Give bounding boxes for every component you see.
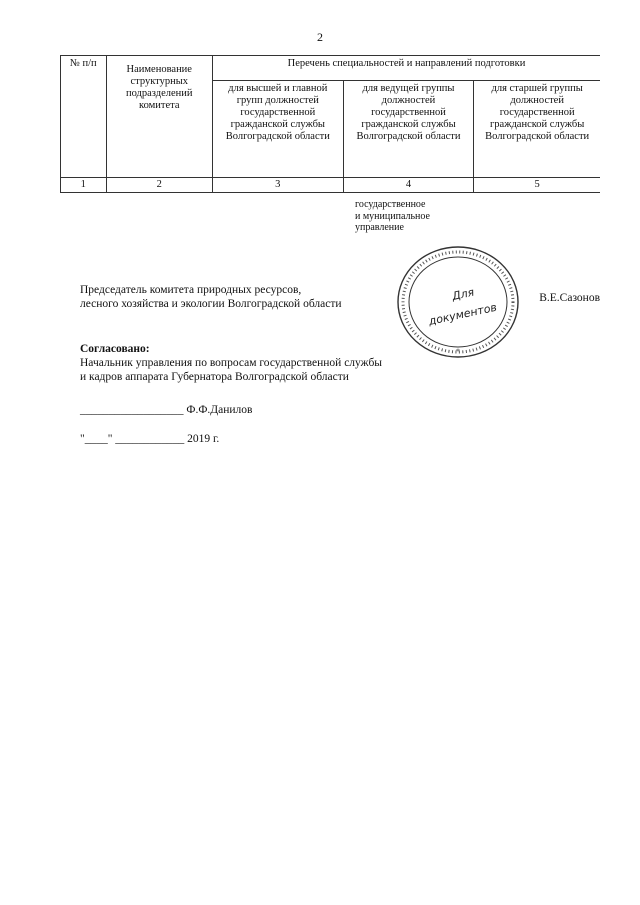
header-num: № п/п xyxy=(61,56,107,178)
continuation-line: и муниципальное xyxy=(355,210,430,222)
approval-line-2: и кадров аппарата Губернатора Волгоградской области xyxy=(80,370,349,383)
svg-text:*: * xyxy=(456,347,460,356)
col-number-1: 1 xyxy=(61,178,107,193)
chairman-line-2: лесного хозяйства и экологии Волгоградской области xyxy=(80,297,342,310)
approval-line-1: Начальник управления по вопросам государственной службы xyxy=(80,356,383,369)
chairman-line-1: Председатель комитета природных ресурсов, xyxy=(80,284,302,296)
col-number-5: 5 xyxy=(474,178,600,193)
col-number-4: 4 xyxy=(343,178,474,193)
approval-heading: Согласовано: xyxy=(80,343,150,355)
stamp-word-2: документов xyxy=(427,300,499,328)
col-number-3: 3 xyxy=(212,178,343,193)
stamp-word-1: Для xyxy=(450,285,476,303)
signature-line: __________________ Ф.Ф.Данилов xyxy=(80,404,253,416)
header-leading-group: для ведущей группы должностей государственной гражданской службы Волгоградской области xyxy=(343,81,474,178)
chairman-title xyxy=(80,284,342,312)
official-stamp xyxy=(393,242,523,367)
chairman-name: В.Е.Сазонов xyxy=(539,292,600,304)
header-highest-group: для высшей и главной групп должностей государственной гражданской службы Волгоградской области xyxy=(212,81,343,178)
stamp-icon xyxy=(393,242,523,362)
header-specialties: Перечень специальностей и направлений подготовки xyxy=(212,56,600,81)
specialties-table xyxy=(60,55,600,193)
continuation-text xyxy=(355,199,430,234)
continuation-line: государственное xyxy=(355,199,426,210)
page-number: 2 xyxy=(317,30,323,44)
approval-block xyxy=(80,343,382,384)
date-line: "____" ____________ 2019 г. xyxy=(80,433,220,445)
continuation-line: управление xyxy=(355,222,404,233)
col-number-2: 2 xyxy=(106,178,212,193)
header-name: Наименование структурных подразделений комитета xyxy=(106,56,212,178)
header-senior-group: для старшей группы должностей государственной гражданской службы Волгоградской области xyxy=(474,81,600,178)
